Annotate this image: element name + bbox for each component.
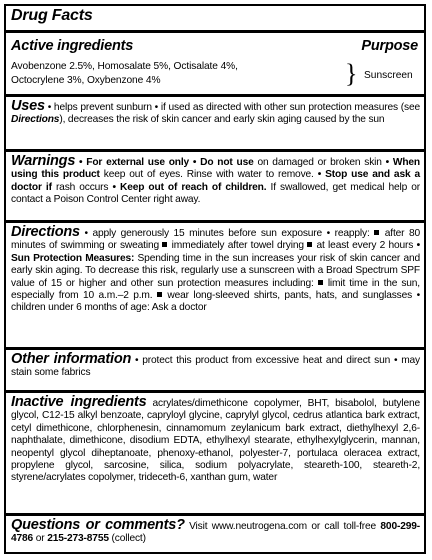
questions-text: Visit www.neutrogena.com or call toll-free (184, 521, 381, 532)
purpose-heading: Purpose (361, 38, 418, 54)
directions-text: • Sun Protection Measures: (11, 240, 420, 264)
warnings-text: • When using this product (11, 157, 420, 181)
warnings-text: keep out of eyes. Rinse with water to remove. (99, 169, 318, 181)
inactive-ingredients-section (11, 396, 420, 485)
questions-heading: Questions or comments? (11, 517, 185, 533)
divider (6, 220, 424, 223)
directions-heading: Directions (11, 224, 80, 240)
drug-facts-title: Drug Facts (11, 7, 93, 24)
divider (6, 390, 424, 393)
other-information-text: • protect this product from excessive heat and direct sun • may stain some fabrics (11, 355, 420, 379)
directions-section (11, 226, 420, 315)
inactive-ingredients-text: acrylates/dimethicone copolymer, BHT, bisabolol, butylene glycol, C12-15 alkyl benzoate, capryloyl glycine, caprylyl glycol, cedrus atlantica bark extract, cetyl dimethicone, chlorphenesin, cinnamomum zeylanicum bark extract, diethylhexyl 2,6-naphthalate, dimethicone, disodium EDTA, ethylhexyl stearate, ethylhexylglycerin, mannan, neopentyl glycol diheptanoate, phenoxy-ethanol, polyester-7, portulaca oleracea extract, propylene glycol, sarcosine, silica, sodium polyacrylate, steareth-100, steareth-2, styrene/acrylates copolymer, trideceth-6, xanthan gum, water (11, 398, 421, 484)
uses-section (11, 100, 420, 127)
square-bullet-icon (318, 280, 323, 285)
uses-directions-ref: Directions (11, 114, 60, 126)
warnings-text: If swallowed, get medical help or contact a Poison Control Center right away. (11, 181, 420, 206)
directions-text: Spending time in the sun increases your risk of skin cancer and early skin aging. To decrease this risk, regularly use a sunscreen with a Broad Spectrum SPF value of 15 or higher and other sun protection measures including: (11, 252, 420, 289)
square-bullet-icon (374, 230, 379, 235)
active-ingredients-heading: Active ingredients (11, 38, 134, 54)
uses-text: ), decreases the risk of skin cancer and early skin aging caused by the sun (59, 114, 385, 126)
directions-text: wear long-sleeved shirts, pants, hats, and sunglasses • children under 6 months of age: Ask a doctor (11, 290, 420, 314)
active-ingredients-line-2: Octocrylene 3%, Oxybenzone 4% (11, 75, 161, 86)
purpose-sunscreen: Sunscreen (364, 70, 413, 81)
questions-text: (collect) (108, 533, 146, 545)
directions-text: at least every 2 hours (313, 240, 417, 252)
warnings-heading: Warnings (11, 153, 76, 169)
divider (6, 513, 424, 516)
phone-number: 800-299-4786 (11, 521, 420, 545)
drug-facts-panel (4, 4, 426, 554)
divider (6, 30, 424, 33)
divider (6, 94, 424, 97)
warnings-text: on damaged or broken skin (253, 157, 386, 168)
questions-text: or (33, 533, 48, 545)
other-information-heading: Other information (11, 351, 132, 367)
inactive-ingredients-heading: Inactive ingredients (11, 394, 147, 410)
active-ingredients-line-1: Avobenzone 2.5%, Homosalate 5%, Octisalate 4%, (11, 61, 238, 72)
other-information-section (11, 353, 420, 380)
brace-symbol: } (345, 59, 358, 88)
warnings-text: • For external use only • Do not use (75, 157, 254, 168)
square-bullet-icon (307, 242, 312, 247)
warnings-section (11, 155, 420, 207)
phone-number: 215-273-8755 (47, 533, 109, 545)
square-bullet-icon (162, 242, 167, 247)
uses-text: • helps prevent sunburn • if used as directed with other sun protection measures (see (44, 102, 420, 113)
divider (6, 347, 424, 350)
divider (6, 149, 424, 152)
directions-text: limit time in the sun, especially from 10 a.m.–2 p.m. (11, 277, 420, 302)
directions-text: immediately after towel drying (168, 240, 308, 252)
directions-text: after 80 minutes of swimming or sweating (11, 228, 420, 252)
warnings-text: rash occurs (51, 181, 113, 193)
warnings-text: • Stop use and ask a doctor if (11, 169, 420, 193)
uses-heading: Uses (11, 98, 45, 114)
warnings-text: • Keep out of reach of children. (112, 181, 267, 193)
directions-text: • apply generously 15 minutes before sun exposure • reapply: (79, 228, 375, 239)
questions-section (11, 519, 420, 546)
square-bullet-icon (157, 292, 162, 297)
